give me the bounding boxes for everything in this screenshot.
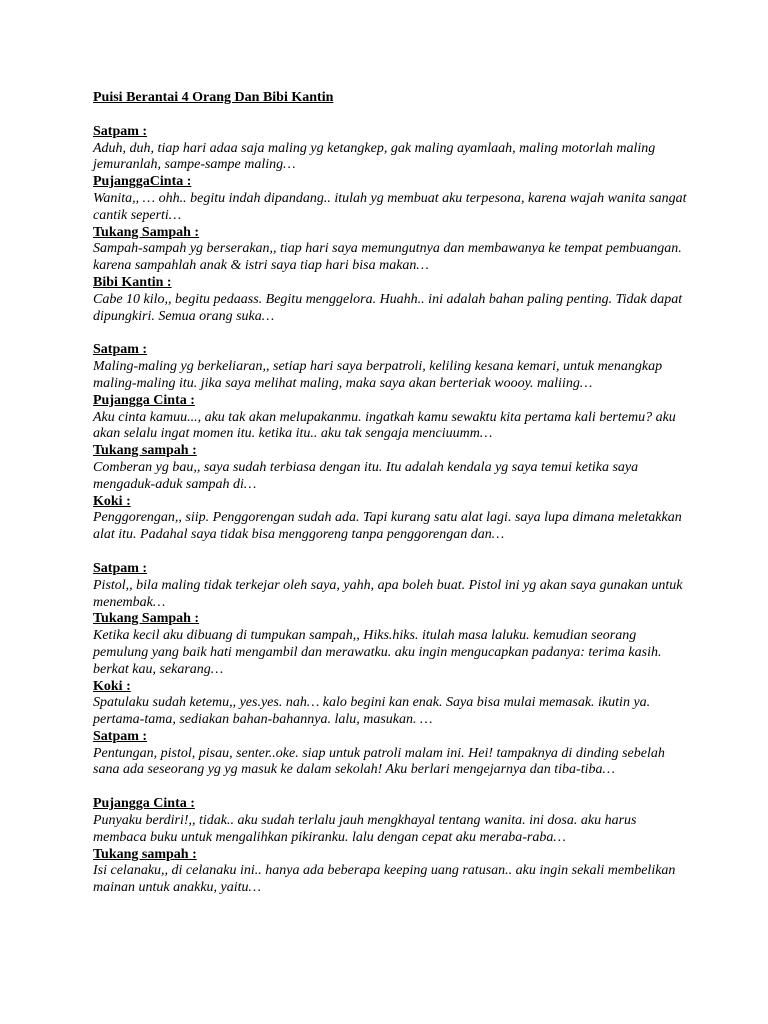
stanza-3 <box>93 561 688 779</box>
verse-text: Ketika kecil aku dibuang di tumpukan sampah,, Hiks.hiks. itulah masa laluku. kemudian seorang pemulung yang baik hati mengambil dan merawatku. aku ingin mengucapkan padanya: terima kasih. berkat kau, sekarang… <box>93 628 662 677</box>
verse-text: Sampah-sampah yg berserakan,, tiap hari saya memungutnya dan membawanya ke tempat pembuangan. karena sampahlah anak & istri saya tiap hari bisa makan… <box>93 241 682 274</box>
stanza-2 <box>93 342 688 544</box>
speaker-label: Pujangga Cinta : <box>93 392 195 408</box>
speaker-label: Koki : <box>93 678 131 694</box>
verse-text: Pistol,, bila maling tidak terkejar oleh saya, yahh, apa boleh buat. Pistol ini yg akan saya gunakan untuk menembak… <box>93 577 683 610</box>
verse-text: Penggorengan,, siip. Penggorengan sudah ada. Tapi kurang satu alat lagi. saya lupa dimana meletakkan alat itu. Padahal saya tidak bisa menggoreng tanpa penggorengan dan… <box>93 510 682 543</box>
verse-text: Maling-maling yg berkeliaran,, setiap hari saya berpatroli, keliling kesana kemari, untuk menangkap maling-maling itu. jika saya melihat maling, maka saya akan berteriak woooy. maliing… <box>93 359 663 391</box>
speaker-label: Tukang Sampah : <box>93 224 200 240</box>
speaker-label: Satpam : <box>93 123 148 139</box>
verse-text: Aku cinta kamuu..., aku tak akan melupakanmu. ingatkah kamu sewaktu kita pertama kali bertemu? aku akan selalu ingat momen itu. ketika itu.. aku tak sengaja menciuumm… <box>93 409 676 442</box>
poem-title: Puisi Berantai 4 Orang Dan Bibi Kantin <box>93 90 334 105</box>
verse-text: Isi celanaku,, di celanaku ini.. hanya ada beberapa keeping uang ratusan.. aku ingin sekali membelikan mainan untuk anakku, yaitu… <box>93 863 676 896</box>
verse-text: Pentungan, pistol, pisau, senter..oke. siap untuk patroli malam ini. Hei! tampaknya di dinding sebelah sana ada seseorang yg yg masuk ke dalam sekolah! Aku berlari mengejarnya dan tiba-tiba… <box>93 745 665 778</box>
verse-text: Punyaku berdiri!,, tidak.. aku sudah terlalu jauh mengkhayal tentang wanita. ini dosa. aku harus membaca buku untuk mengalihkan pikiranku. lalu dengan cepat aku meraba-raba… <box>93 813 637 845</box>
stanza-4 <box>93 796 688 897</box>
speaker-label: Bibi Kantin : <box>93 274 172 290</box>
stanza-1 <box>93 124 688 326</box>
speaker-label: Tukang sampah : <box>93 443 197 459</box>
speaker-label: Satpam : <box>93 342 148 358</box>
speaker-label: Satpam : <box>93 728 148 744</box>
speaker-label: Satpam : <box>93 560 148 576</box>
verse-text: Cabe 10 kilo,, begitu pedaass. Begitu menggelora. Huahh.. ini adalah bahan paling penting. Tidak dapat dipungkiri. Semua orang suka… <box>93 291 683 324</box>
speaker-label: Tukang sampah : <box>93 846 197 862</box>
speaker-label: Koki : <box>93 493 131 509</box>
speaker-label: Pujangga Cinta : <box>93 796 195 812</box>
verse-text: Wanita,, … ohh.. begitu indah dipandang.. itulah yg membuat aku terpesona, karena wajah wanita sangat cantik seperti… <box>93 190 687 223</box>
speaker-label: PujanggaCinta : <box>93 174 192 190</box>
speaker-label: Tukang Sampah : <box>93 611 200 627</box>
verse-text: Spatulaku sudah ketemu,, yes.yes. nah… kalo begini kan enak. Saya bisa mulai memasak. ikutin ya. pertama-tama, sediakan bahan-bahannya. lalu, masukan. … <box>93 695 651 728</box>
verse-text: Comberan yg bau,, saya sudah terbiasa dengan itu. Itu adalah kendala yg saya temui ketika saya mengaduk-aduk sampah di… <box>93 459 639 492</box>
verse-text: Aduh, duh, tiap hari adaa saja maling yg ketangkep, gak maling ayamlaah, maling motorlah maling jemuranlah, sampe-sampe maling… <box>93 140 656 173</box>
